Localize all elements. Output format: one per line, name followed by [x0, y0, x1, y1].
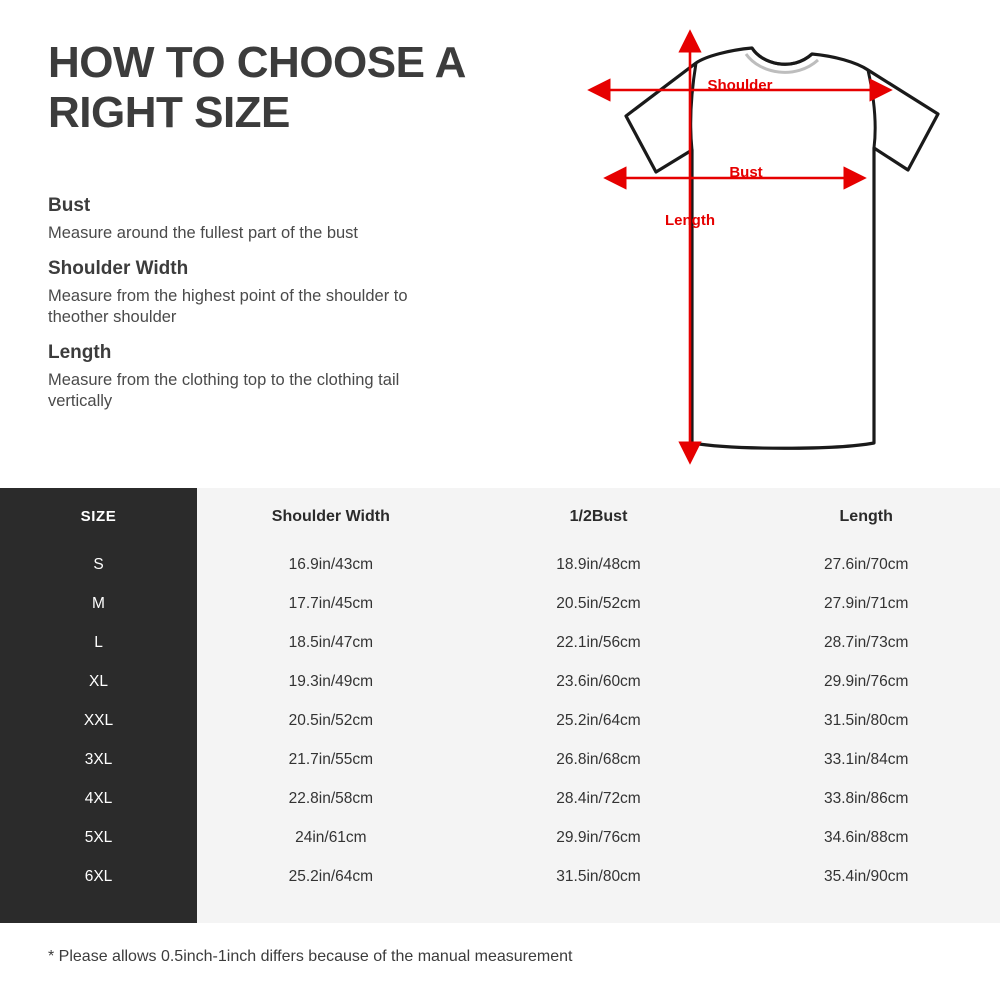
cell-shoulder: 18.5in/47cm [288, 633, 374, 651]
size-cell: L [94, 633, 103, 651]
cell-length: 31.5in/80cm [823, 711, 909, 729]
tshirt-outline [626, 48, 938, 448]
measurement-disclaimer: * Please allows 0.5inch-1inch differs because of the manual measurement [48, 948, 573, 965]
cell-bust: 22.1in/56cm [556, 633, 641, 651]
length-label: Length [665, 212, 715, 229]
table-row [197, 818, 1000, 857]
size-cell: XL [89, 672, 108, 690]
cell-length: 28.7in/73cm [823, 633, 909, 651]
size-table [0, 488, 1000, 923]
cell-bust: 29.9in/76cm [556, 828, 641, 846]
table-header-row [197, 488, 1000, 545]
cell-length: 27.9in/71cm [823, 594, 909, 612]
size-column-header: SIZE [80, 508, 117, 525]
header-half-bust: 1/2Bust [569, 507, 628, 525]
cell-shoulder: 20.5in/52cm [288, 711, 374, 729]
table-row [197, 701, 1000, 740]
definition-desc-bust: Measure around the fullest part of the bust [48, 224, 359, 242]
cell-shoulder: 25.2in/64cm [288, 867, 374, 885]
cell-length: 35.4in/90cm [823, 867, 909, 885]
tshirt-diagram [500, 20, 1000, 480]
definition-term-length: Length [48, 342, 112, 363]
table-row [197, 545, 1000, 584]
bust-label: Bust [729, 164, 763, 181]
cell-shoulder: 21.7in/55cm [288, 750, 374, 768]
cell-shoulder: 22.8in/58cm [288, 789, 374, 807]
size-cell: XXL [83, 711, 114, 729]
size-cell: 5XL [84, 828, 113, 846]
definition-desc-shoulder-width: Measure from the highest point of the shoulder to theother shoulder [48, 287, 408, 326]
table-row [197, 584, 1000, 623]
cell-shoulder: 17.7in/45cm [288, 594, 374, 612]
cell-shoulder: 24in/61cm [295, 828, 367, 846]
header-shoulder-width: Shoulder Width [271, 507, 390, 525]
page-title: HOW TO CHOOSE A RIGHT SIZE [48, 38, 465, 137]
cell-bust: 20.5in/52cm [556, 594, 641, 612]
table-row [197, 740, 1000, 779]
table-row [197, 857, 1000, 896]
measurement-definitions [48, 195, 468, 412]
cell-length: 27.6in/70cm [823, 555, 909, 573]
table-row [197, 779, 1000, 818]
cell-shoulder: 19.3in/49cm [288, 672, 374, 690]
cell-bust: 26.8in/68cm [556, 750, 641, 768]
definition-term-shoulder-width: Shoulder Width [48, 258, 189, 279]
shoulder-label: Shoulder [707, 77, 773, 94]
definition-term-bust: Bust [48, 195, 91, 216]
cell-bust: 18.9in/48cm [556, 555, 641, 573]
size-cell: 4XL [84, 789, 113, 807]
cell-bust: 23.6in/60cm [556, 672, 641, 690]
cell-bust: 31.5in/80cm [556, 867, 641, 885]
size-column [0, 488, 197, 923]
size-cell: 3XL [84, 750, 113, 768]
size-cell: S [93, 555, 104, 573]
cell-bust: 25.2in/64cm [556, 711, 641, 729]
header-length: Length [839, 507, 893, 525]
cell-shoulder: 16.9in/43cm [288, 555, 374, 573]
table-row [197, 662, 1000, 701]
intro-section [0, 0, 1000, 488]
definition-desc-length: Measure from the clothing top to the clothing tail vertically [48, 371, 400, 410]
size-cell: M [92, 594, 105, 612]
measurements-columns [197, 488, 1000, 923]
cell-length: 33.1in/84cm [823, 750, 909, 768]
cell-length: 34.6in/88cm [823, 828, 909, 846]
cell-length: 29.9in/76cm [823, 672, 909, 690]
size-cell: 6XL [84, 867, 113, 885]
table-row [197, 623, 1000, 662]
cell-length: 33.8in/86cm [823, 789, 909, 807]
cell-bust: 28.4in/72cm [556, 789, 641, 807]
